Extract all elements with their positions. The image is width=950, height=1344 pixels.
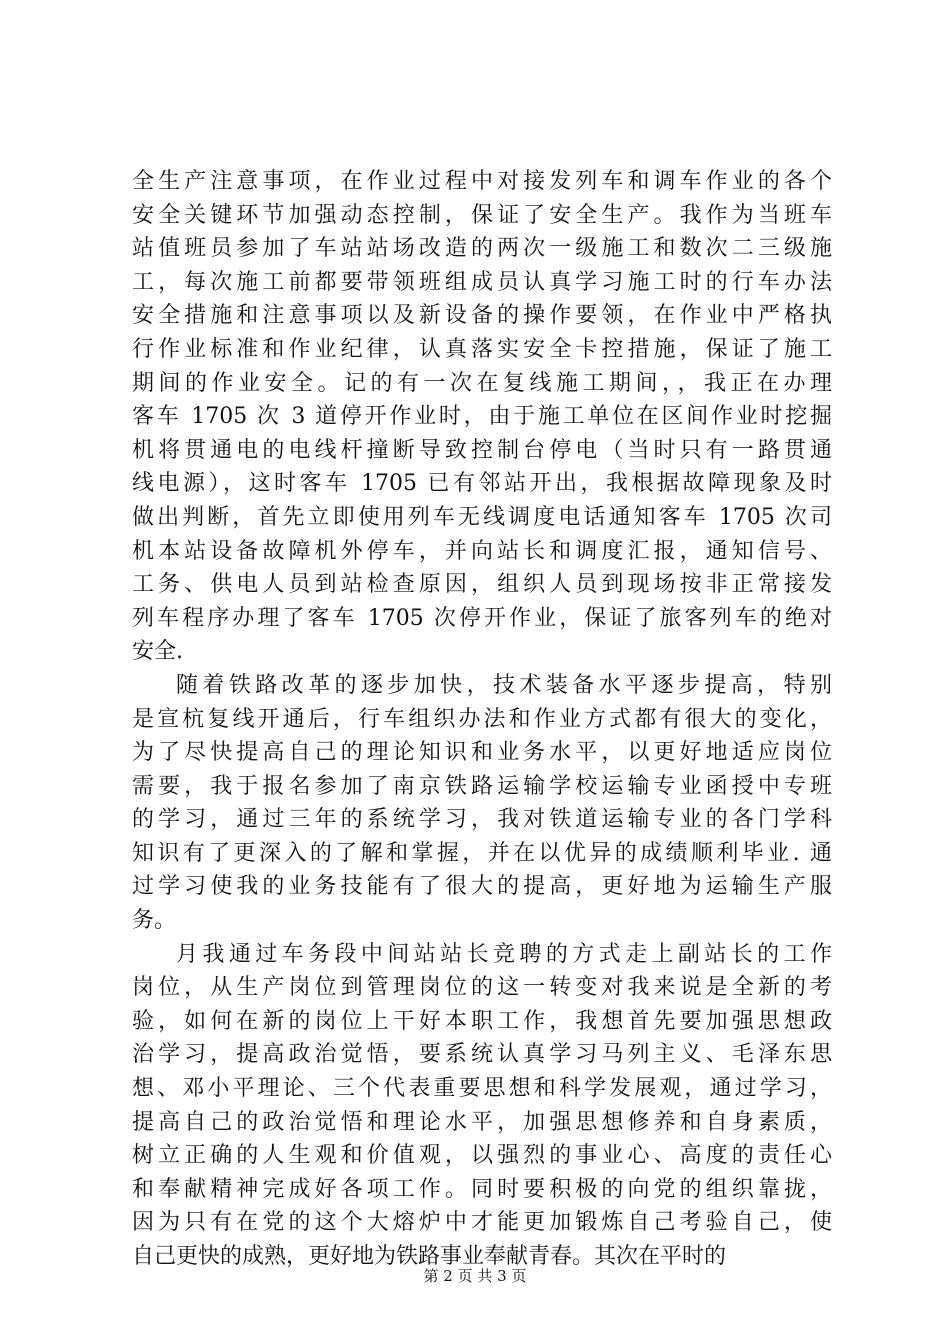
paragraph <box>132 669 832 938</box>
text-line: 安全关键环节加强动态控制，保证了安全生产。我作为当班车 <box>132 202 832 228</box>
text-line: 自己更快的成熟，更好地为铁路事业奉献青春。其次在平时的 <box>132 1244 727 1269</box>
text-line: 机将贯通电的电线杆撞断导致控制台停电（当时只有一路贯通 <box>132 437 832 463</box>
text-line: 验，如何在新的岗位上干好本职工作，我想首先要加强思想政 <box>132 1008 832 1034</box>
text-line: 和奉献精神完成好各项工作。同时要积极的向党的组织靠拢， <box>132 1176 832 1202</box>
text-line: 安全. <box>132 639 183 665</box>
text-line: 岗位，从生产岗位到管理岗位的这一转变对我来说是全新的考 <box>132 975 832 1001</box>
text-line: 安全措施和注意事项以及新设备的操作要领，在作业中严格执 <box>132 303 832 329</box>
paragraph <box>132 165 832 669</box>
text-line: 树立正确的人生观和价值观，以强烈的事业心、高度的责任心 <box>132 1143 832 1169</box>
paragraph <box>132 938 832 1274</box>
text-line: 全生产注意事项，在作业过程中对接发列车和调车作业的各个 <box>132 169 832 194</box>
text-line: 列车程序办理了客车 1705 次停开作业，保证了旅客列车的绝对 <box>132 605 832 631</box>
text-line: 需要，我于报名参加了南京铁路运输学校运输专业函授中专班 <box>132 773 832 799</box>
text-line: 做出判断，首先立即使用列车无线调度电话通知客车 1705 次司 <box>132 504 832 530</box>
text-line: 务。 <box>132 908 177 934</box>
page-footer: 第 2 页 共 3 页 <box>423 1267 527 1285</box>
text-line: 工务、供电人员到站检查原因，组织人员到现场按非正常接发 <box>132 572 832 598</box>
text-line: 治学习，提高政治觉悟，要系统认真学习马列主义、毛泽东思 <box>132 1042 832 1068</box>
text-line: 站值班员参加了车站站场改造的两次一级施工和数次二三级施 <box>132 236 832 262</box>
text-line: 是宣杭复线开通后，行车组织办法和作业方式都有很大的变化， <box>132 706 832 732</box>
text-line: 提高自己的政治觉悟和理论水平，加强思想修养和自身素质， <box>132 1109 832 1135</box>
text-line: 月我通过车务段中间站站长竞聘的方式走上副站长的工作 <box>176 941 832 967</box>
text-line: 机本站设备故障机外停车，并向站长和调度汇报，通知信号、 <box>132 538 832 564</box>
text-line: 的学习，通过三年的系统学习，我对铁道运输专业的各门学科 <box>132 807 832 833</box>
text-line: 随着铁路改革的逐步加快，技术装备水平逐步提高，特别 <box>176 672 832 698</box>
text-line: 线电源），这时客车 1705 已有邻站开出，我根据故障现象及时 <box>132 471 832 497</box>
text-line: 行作业标准和作业纪律，认真落实安全卡控措施，保证了施工 <box>132 336 832 362</box>
text-line: 想、邓小平理论、三个代表重要思想和科学发展观，通过学习， <box>132 1076 832 1102</box>
text-line: 因为只有在党的这个大熔炉中才能更加锻炼自己考验自己，使 <box>132 1210 832 1236</box>
text-line: 工，每次施工前都要带领班组成员认真学习施工时的行车办法 <box>132 269 832 295</box>
text-line: 期间的作业安全。记的有一次在复线施工期间，，我正在办理 <box>132 370 832 396</box>
text-line: 知识有了更深入的了解和掌握，并在以优异的成绩顺利毕业. 通 <box>132 840 832 866</box>
text-line: 客车 1705 次 3 道停开作业时，由于施工单位在区间作业时挖掘 <box>132 404 832 430</box>
text-line: 过学习使我的业务技能有了很大的提高，更好地为运输生产服 <box>132 874 832 900</box>
body-text <box>132 165 832 1274</box>
text-line: 为了尽快提高自己的理论知识和业务水平，以更好地适应岗位 <box>132 740 832 766</box>
